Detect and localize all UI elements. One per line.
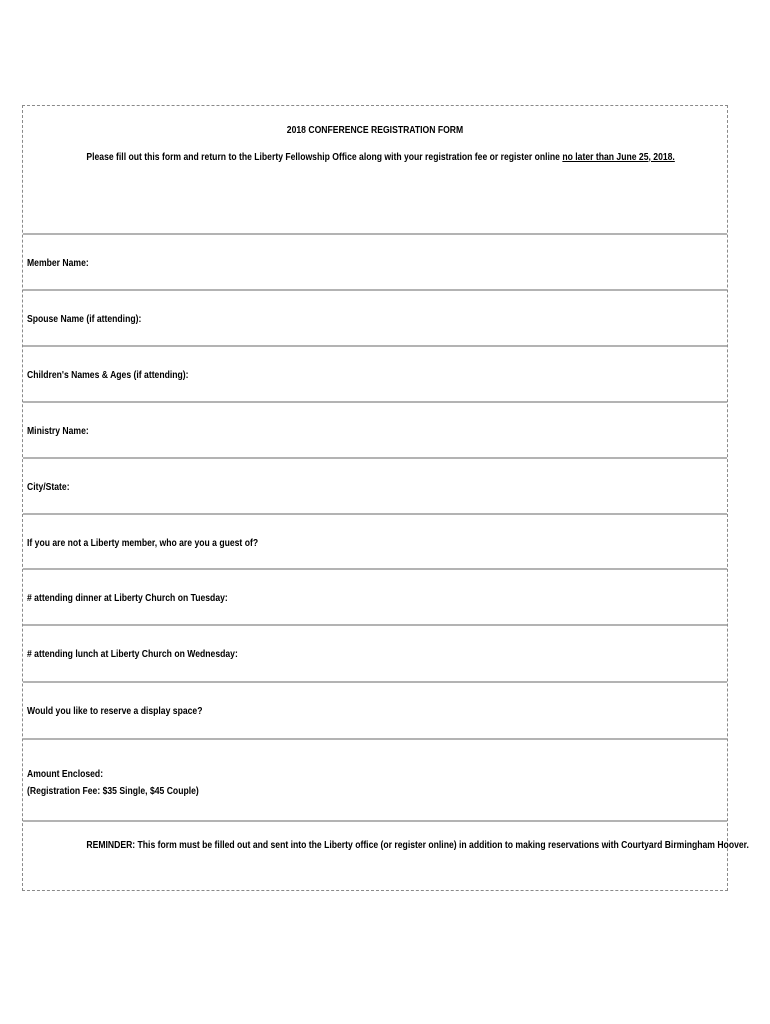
form-header [23, 106, 727, 233]
display-space-label: Would you like to reserve a display space? [27, 705, 203, 717]
registration-form [22, 105, 749, 891]
children-names-label: Children's Names & Ages (if attending): [27, 369, 189, 381]
instructions-text: Please fill out this form and return to the Liberty Fellowship Office along with your registration fee or register online [86, 151, 563, 163]
lunch-attendance-label: # attending lunch at Liberty Church on Wednesday: [27, 648, 238, 660]
deadline-text: no later than June 25, 2018. [562, 151, 675, 163]
dinner-attendance-field[interactable] [23, 568, 727, 624]
amount-enclosed-field[interactable] [23, 738, 727, 820]
amount-enclosed-label-block [27, 766, 199, 800]
display-space-field[interactable] [23, 681, 727, 738]
member-name-field[interactable] [23, 233, 727, 289]
reminder-section [23, 820, 749, 890]
city-state-field[interactable] [23, 457, 727, 513]
registration-fee-note: (Registration Fee: $35 Single, $45 Couple) [27, 785, 199, 797]
ministry-name-label: Ministry Name: [27, 425, 89, 437]
ministry-name-field[interactable] [23, 401, 727, 457]
dinner-attendance-label: # attending dinner at Liberty Church on Tuesday: [27, 592, 228, 604]
reminder-text: REMINDER: This form must be filled out and sent into the Liberty office (or register online) in addition to making reservations with Courtyard Birmingham Hoover. [86, 839, 749, 851]
spouse-name-field[interactable] [23, 289, 727, 345]
form-instructions [86, 151, 675, 163]
spouse-name-label: Spouse Name (if attending): [27, 313, 142, 325]
form-title: 2018 CONFERENCE REGISTRATION FORM [286, 124, 464, 136]
member-name-label: Member Name: [27, 257, 89, 269]
children-names-field[interactable] [23, 345, 727, 401]
city-state-label: City/State: [27, 481, 70, 493]
guest-of-label: If you are not a Liberty member, who are you a guest of? [27, 537, 259, 549]
lunch-attendance-field[interactable] [23, 624, 727, 681]
guest-of-field[interactable] [23, 513, 727, 568]
amount-enclosed-label: Amount Enclosed: [27, 768, 104, 780]
